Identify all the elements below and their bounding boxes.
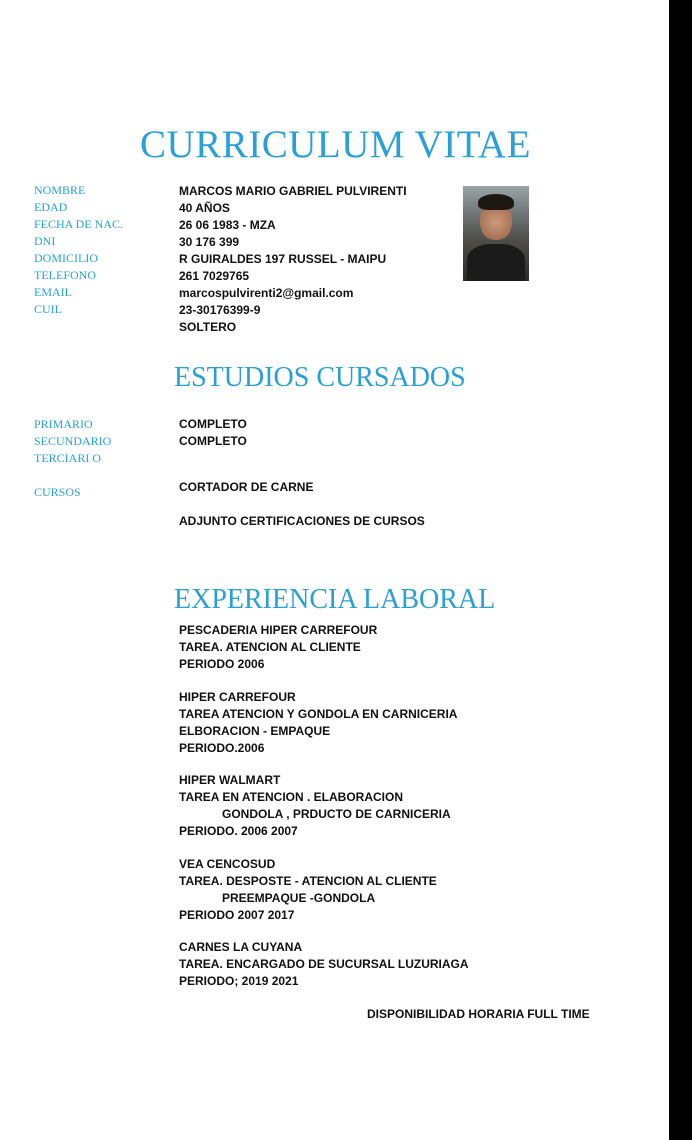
- label-nombre: NOMBRE: [34, 183, 86, 197]
- job-entry: [179, 622, 377, 673]
- availability-note: DISPONIBILIDAD HORARIA FULL TIME: [367, 1007, 590, 1021]
- value-primario: COMPLETO: [179, 417, 247, 431]
- studies-title: ESTUDIOS CURSADOS: [174, 362, 466, 393]
- job-period: PERIODO 2006: [179, 657, 265, 671]
- label-cuil: CUIL: [34, 302, 62, 316]
- value-estado-civil: SOLTERO: [179, 320, 237, 334]
- job-task: TAREA. DESPOSTE - ATENCION AL CLIENTE: [179, 874, 437, 888]
- job-entry: [179, 772, 451, 840]
- job-task-continued: PREEMPAQUE -GONDOLA: [222, 891, 376, 905]
- job-entry: [179, 939, 469, 990]
- right-edge-bar: [669, 0, 692, 1140]
- job-company: PESCADERIA HIPER CARREFOUR: [179, 623, 378, 637]
- photo-shirt-shape: [467, 244, 525, 281]
- label-dni: DNI: [34, 234, 56, 248]
- job-entry: [179, 689, 457, 757]
- job-period: PERIODO.2006: [179, 741, 265, 755]
- value-nombre: MARCOS MARIO GABRIEL PULVIRENTI: [179, 184, 407, 198]
- personal-values: [179, 183, 407, 336]
- label-primario: PRIMARIO: [34, 417, 93, 431]
- value-edad: 40 AÑOS: [179, 201, 230, 215]
- job-task: TAREA ATENCION Y GONDOLA EN CARNICERIA: [179, 707, 458, 721]
- job-company: HIPER WALMART: [179, 773, 281, 787]
- photo-hair-shape: [478, 194, 514, 210]
- job-company: VEA CENCOSUD: [179, 857, 276, 871]
- label-email: EMAIL: [34, 285, 72, 299]
- certificates-note: ADJUNTO CERTIFICACIONES DE CURSOS: [179, 514, 425, 528]
- job-company: CARNES LA CUYANA: [179, 940, 303, 954]
- value-secundario: COMPLETO: [179, 434, 247, 448]
- label-terciario: TERCIARI O: [34, 451, 101, 465]
- experience-title: EXPERIENCIA LABORAL: [174, 584, 496, 615]
- job-task-continued: ELBORACION - EMPAQUE: [179, 724, 331, 738]
- studies-values: [179, 416, 247, 450]
- job-period: PERIODO; 2019 2021: [179, 974, 299, 988]
- job-entry: [179, 856, 437, 924]
- value-dni: 30 176 399: [179, 235, 240, 249]
- document-title: CURRICULUM VITAE: [140, 123, 531, 166]
- job-company: HIPER CARREFOUR: [179, 690, 296, 704]
- personal-labels: [34, 182, 123, 318]
- label-cursos: CURSOS: [34, 485, 81, 499]
- job-period: PERIODO. 2006 2007: [179, 824, 298, 838]
- studies-labels: [34, 416, 111, 467]
- job-period: PERIODO 2007 2017: [179, 908, 295, 922]
- label-telefono: TELEFONO: [34, 268, 96, 282]
- profile-photo: [463, 186, 529, 281]
- label-fecha-nac: FECHA DE NAC.: [34, 217, 124, 231]
- value-cuil: 23-30176399-9: [179, 303, 261, 317]
- value-cursos: CORTADOR DE CARNE: [179, 480, 314, 494]
- job-task: TAREA EN ATENCION . ELABORACION: [179, 790, 403, 804]
- job-task-continued: GONDOLA , PRDUCTO DE CARNICERIA: [222, 807, 451, 821]
- job-task: TAREA. ENCARGADO DE SUCURSAL LUZURIAGA: [179, 957, 469, 971]
- value-domicilio: R GUIRALDES 197 RUSSEL - MAIPU: [179, 252, 387, 266]
- label-edad: EDAD: [34, 200, 68, 214]
- value-fecha-nac: 26 06 1983 - MZA: [179, 218, 276, 232]
- value-email: marcospulvirenti2@gmail.com: [179, 286, 354, 300]
- label-domicilio: DOMICILIO: [34, 251, 98, 265]
- value-telefono: 261 7029765: [179, 269, 250, 283]
- job-task: TAREA. ATENCION AL CLIENTE: [179, 640, 361, 654]
- label-secundario: SECUNDARIO: [34, 434, 112, 448]
